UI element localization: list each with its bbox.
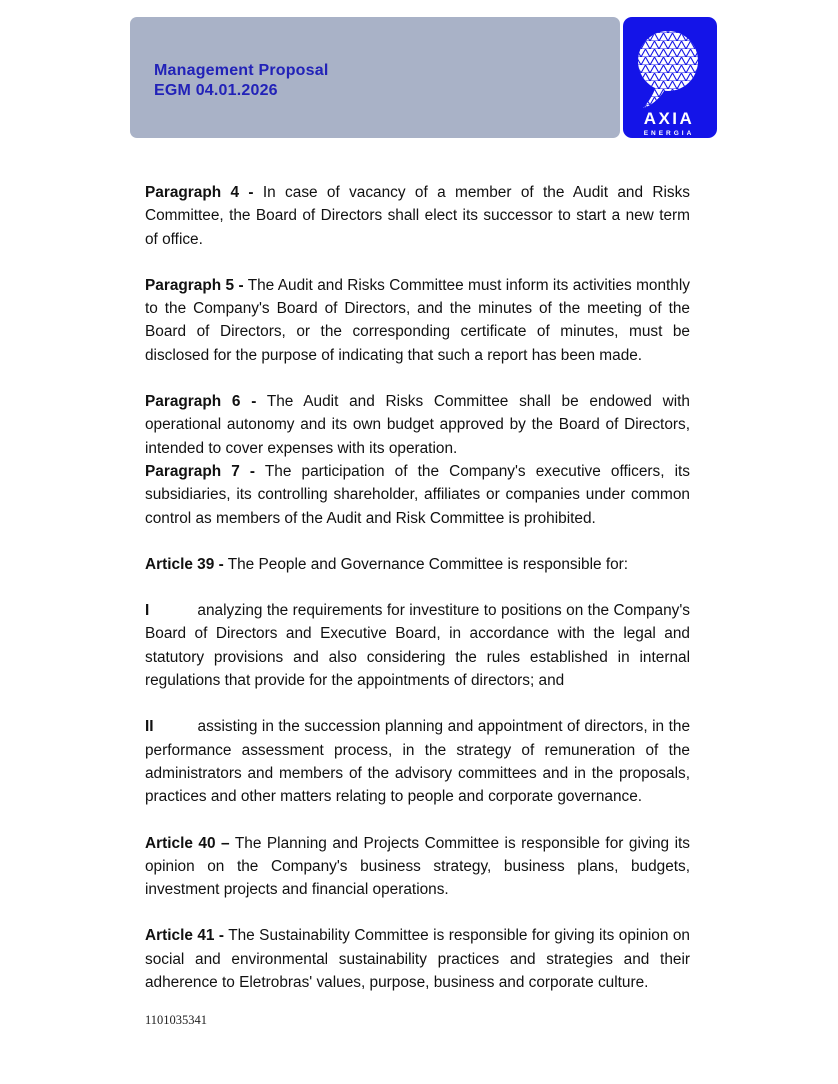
item-i-text: analyzing the requirements for investiture to positions on the Company's Board of Directors and Executive Board, in accordance with the legal and statutory provisions and also considering the rules established in internal regulations that provide for the appointments of directors; and bbox=[145, 602, 690, 690]
paragraph-6 bbox=[145, 390, 690, 460]
paragraph-5-text: The Audit and Risks Committee must inform its activities monthly to the Company's Board of Directors, and the minutes of the meeting of the Board of Directors, or the corresponding certificate of minutes, must be disclosed for the purpose of indicating that such a report has been made. bbox=[145, 276, 690, 364]
article-39 bbox=[145, 553, 690, 576]
page-title-line2: EGM 04.01.2026 bbox=[154, 82, 278, 99]
paragraph-7-text: The participation of the Company's executive officers, its subsidiaries, its controlling shareholder, affiliates or companies under common control as members of the Audit and Risk Committee is prohibited. bbox=[145, 462, 690, 527]
item-ii bbox=[145, 715, 690, 808]
logo-brand-text: AXIA bbox=[643, 109, 695, 128]
paragraph-5-lead: Paragraph 5 - bbox=[145, 276, 244, 294]
paragraph-4-lead: Paragraph 4 - bbox=[145, 184, 254, 201]
article-41-text: The Sustainability Committee is responsible for giving its opinion on social and environmental sustainability practices and strategies and their adherence to Eletrobras' values, purpose, business and corporate culture. bbox=[145, 927, 690, 992]
item-i-numeral: I bbox=[145, 602, 150, 620]
article-41 bbox=[145, 924, 690, 994]
paragraph-7 bbox=[145, 460, 690, 530]
header-bar bbox=[130, 17, 620, 138]
logo-subbrand-text: ENERGIA bbox=[643, 130, 695, 137]
article-39-lead: Article 39 - bbox=[145, 555, 224, 573]
paragraph-5 bbox=[145, 274, 690, 367]
company-logo bbox=[623, 17, 717, 138]
paragraph-7-lead: Paragraph 7 - bbox=[145, 462, 256, 480]
page-title bbox=[154, 61, 329, 101]
article-41-lead: Article 41 - bbox=[145, 927, 225, 945]
article-40-lead: Article 40 – bbox=[145, 834, 230, 852]
document-body bbox=[145, 181, 690, 1017]
item-ii-text: assisting in the succession planning and appointment of directors, in the performance assessment process, in the strategy of remuneration of the administrators and members of the advisory committees and in the proposals, practices and other matters relating to people and corporate governance. bbox=[145, 718, 691, 806]
article-40 bbox=[145, 832, 690, 902]
axia-sphere-icon bbox=[623, 17, 717, 138]
paragraph-4 bbox=[145, 181, 690, 251]
paragraph-4-text: In case of vacancy of a member of the Audit and Risks Committee, the Board of Directors shall elect its successor to start a new term of office. bbox=[145, 184, 690, 248]
page-title-line1: Management Proposal bbox=[154, 62, 329, 79]
paragraph-6-text: The Audit and Risks Committee shall be endowed with operational autonomy and its own budget approved by the Board of Directors, intended to cover expenses with its operation. bbox=[145, 393, 690, 457]
paragraph-6-lead: Paragraph 6 - bbox=[145, 393, 257, 411]
item-i bbox=[145, 599, 690, 692]
item-ii-numeral: II bbox=[145, 718, 154, 736]
article-40-text: The Planning and Projects Committee is responsible for giving its opinion on the Company's business strategy, business plans, budgets, investment projects and financial operations. bbox=[145, 834, 691, 899]
article-39-text: The People and Governance Committee is responsible for: bbox=[227, 555, 629, 573]
footer-document-code: 1101035341 bbox=[145, 1013, 208, 1027]
